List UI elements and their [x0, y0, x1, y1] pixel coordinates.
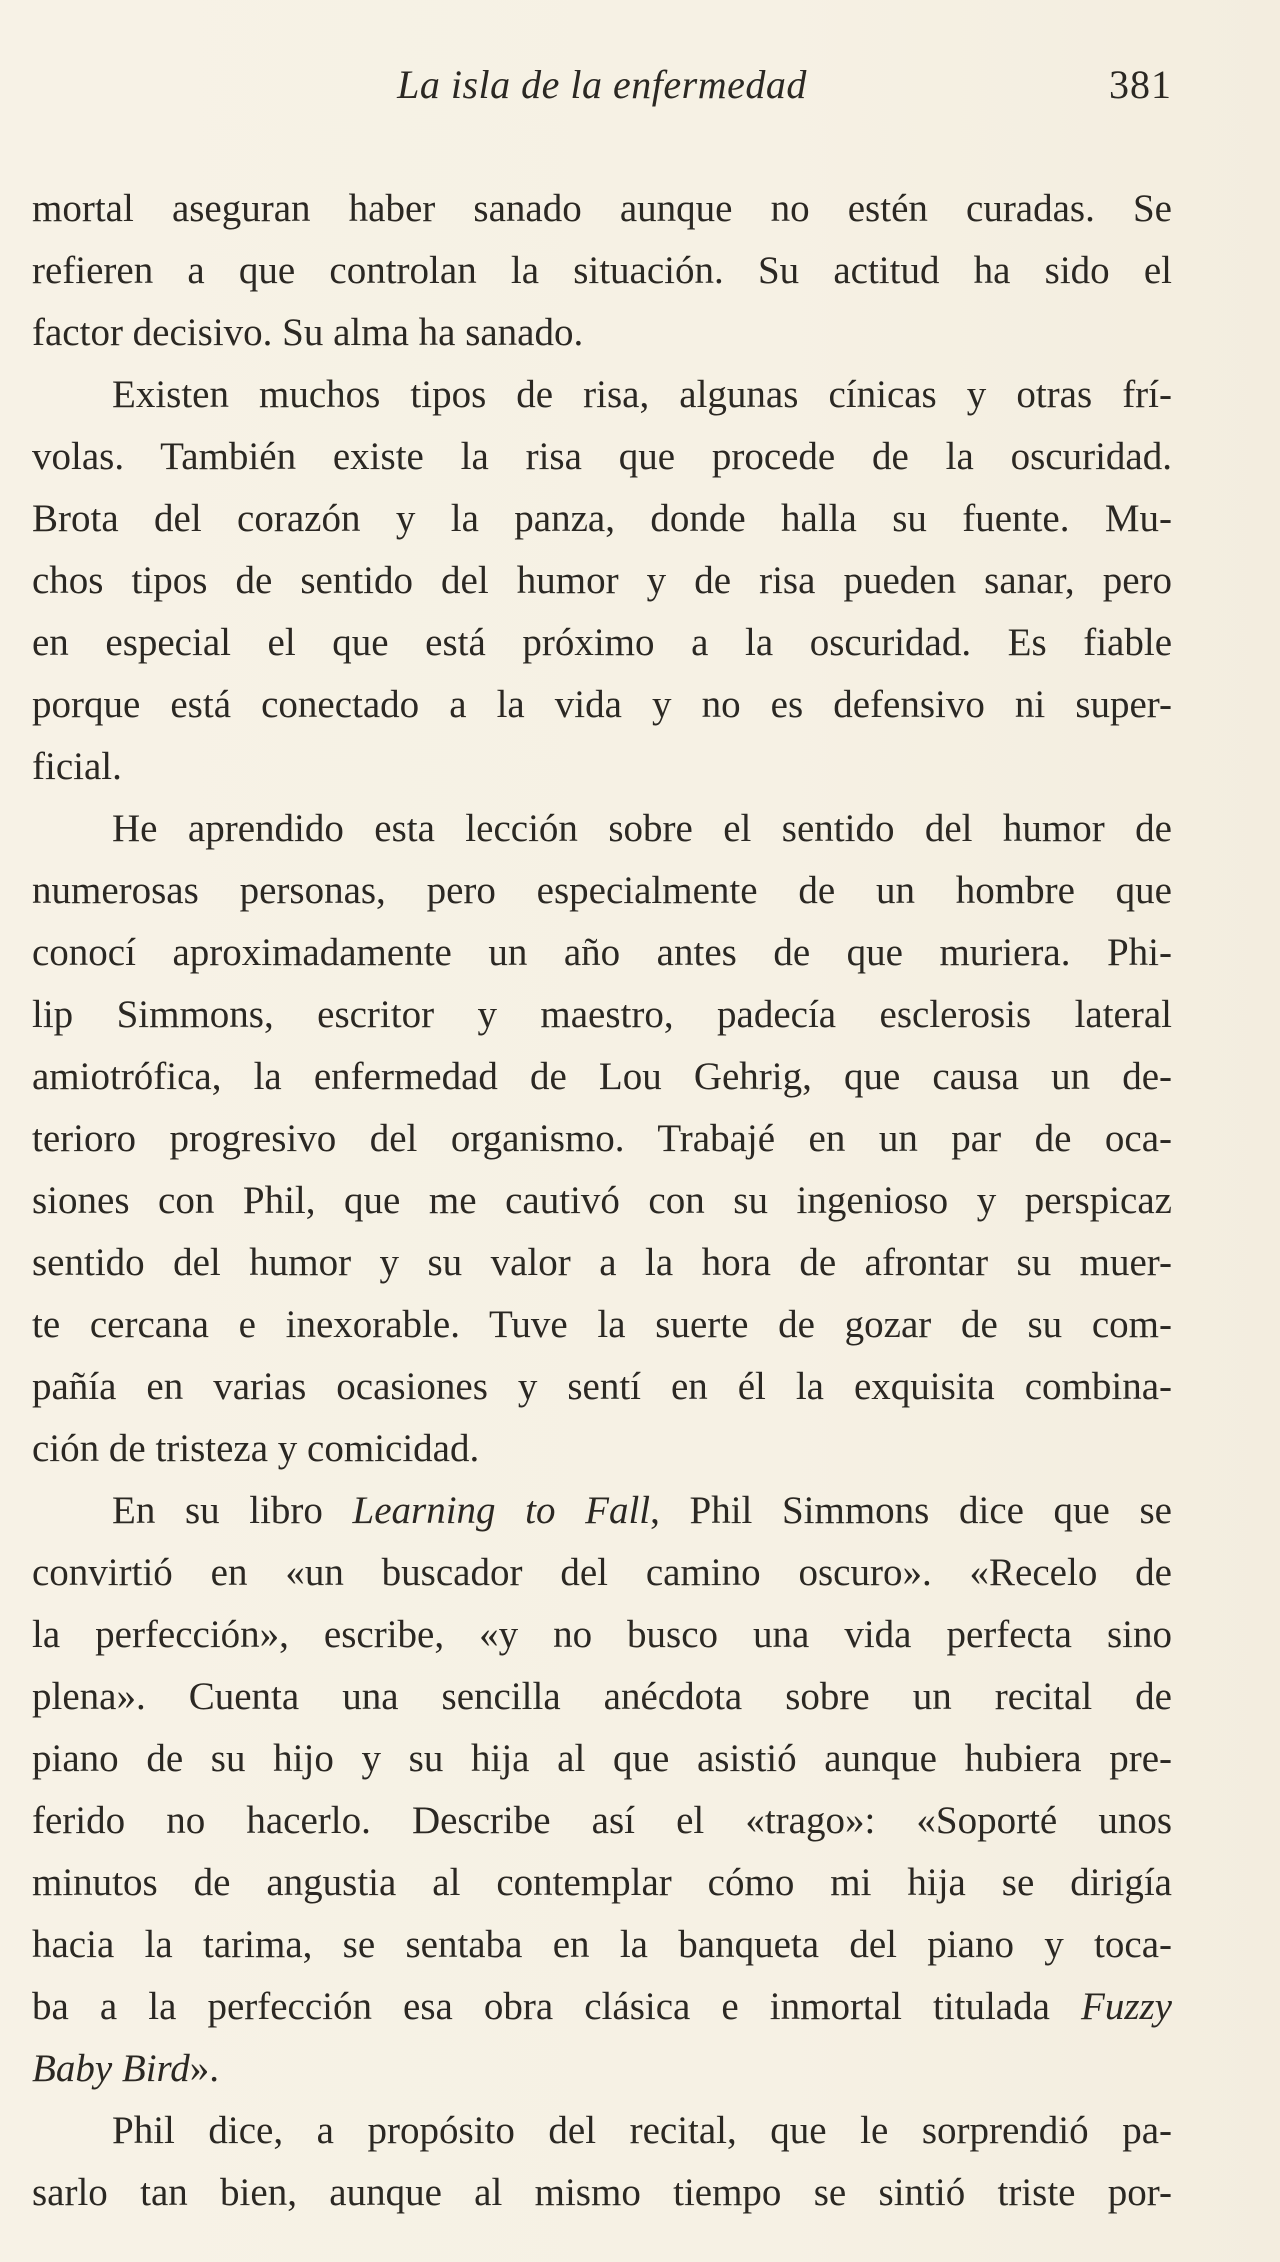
text-line: Brota del corazón y la panza, donde halla su fuente. Mu- — [32, 497, 1172, 540]
text-line: Existen muchos tipos de risa, algunas cínicas y otras frí- — [112, 373, 1172, 416]
text-line: ferido no hacerlo. Describe así el «trago»: «Soporté unos — [32, 1799, 1172, 1842]
text-line: conocí aproximadamente un año antes de que muriera. Phi- — [32, 931, 1172, 974]
song-title: Fuzzy — [1081, 1985, 1172, 2028]
text-line: He aprendido esta lección sobre el sentido del humor de — [112, 807, 1172, 850]
text-line: numerosas personas, pero especialmente de un hombre que — [32, 869, 1172, 912]
text-line-with-title — [32, 1480, 1172, 1542]
text-line: en especial el que está próximo a la oscuridad. Es fiable — [32, 621, 1172, 664]
text-line: factor decisivo. Su alma ha sanado. — [32, 311, 584, 354]
running-head — [32, 55, 1172, 115]
text-line: chos tipos de sentido del humor y de risa pueden sanar, pero — [32, 559, 1172, 602]
text-segment: ». — [189, 2047, 220, 2090]
text-line: refieren a que controlan la situación. Su actitud ha sido el — [32, 249, 1172, 292]
text-line: volas. También existe la risa que procede de la oscuridad. — [32, 435, 1172, 478]
text-line: lip Simmons, escritor y maestro, padecía esclerosis lateral — [32, 993, 1172, 1036]
text-segment: , Phil Simmons dice que se — [650, 1489, 1172, 1532]
text-line: plena». Cuenta una sencilla anécdota sobre un recital de — [32, 1675, 1172, 1718]
text-segment: En su libro — [112, 1489, 353, 1532]
text-line: terioro progresivo del organismo. Trabajé en un par de oca- — [32, 1117, 1172, 1160]
text-line: amiotrófica, la enfermedad de Lou Gehrig, que causa un de- — [32, 1055, 1172, 1098]
text-line: piano de su hijo y su hija al que asistió aunque hubiera pre- — [32, 1737, 1172, 1780]
text-line: sentido del humor y su valor a la hora de afrontar su muer- — [32, 1241, 1172, 1284]
book-title: Learning to Fall — [352, 1489, 651, 1532]
running-title: La isla de la enfermedad — [397, 62, 807, 107]
page-number: 381 — [1109, 62, 1172, 107]
text-line: ficial. — [32, 745, 122, 788]
text-segment: ba a la perfección esa obra clásica e inmortal titulada — [32, 1985, 1081, 2028]
text-line: sarlo tan bien, aunque al mismo tiempo se sintió triste por- — [32, 2171, 1172, 2214]
text-line: hacia la tarima, se sentaba en la banqueta del piano y toca- — [32, 1923, 1172, 1966]
text-line-with-title — [32, 1976, 1172, 2038]
text-line: minutos de angustia al contemplar cómo mi hija se dirigía — [32, 1861, 1172, 1904]
body-text — [32, 178, 1172, 2224]
text-line: ción de tristeza y comicidad. — [32, 1427, 480, 1470]
text-line-with-title — [32, 2038, 1172, 2100]
text-line: te cercana e inexorable. Tuve la suerte de gozar de su com- — [32, 1303, 1172, 1346]
text-line: mortal aseguran haber sanado aunque no estén curadas. Se — [32, 187, 1172, 230]
text-line: la perfección», escribe, «y no busco una vida perfecta sino — [32, 1613, 1172, 1656]
text-line: convirtió en «un buscador del camino oscuro». «Recelo de — [32, 1551, 1172, 1594]
text-line: pañía en varias ocasiones y sentí en él la exquisita combina- — [32, 1365, 1172, 1408]
text-line: porque está conectado a la vida y no es defensivo ni super- — [32, 683, 1172, 726]
song-title: Baby Bird — [32, 2047, 190, 2090]
text-line: siones con Phil, que me cautivó con su ingenioso y perspicaz — [32, 1179, 1172, 1222]
text-line: Phil dice, a propósito del recital, que le sorprendió pa- — [112, 2109, 1172, 2152]
